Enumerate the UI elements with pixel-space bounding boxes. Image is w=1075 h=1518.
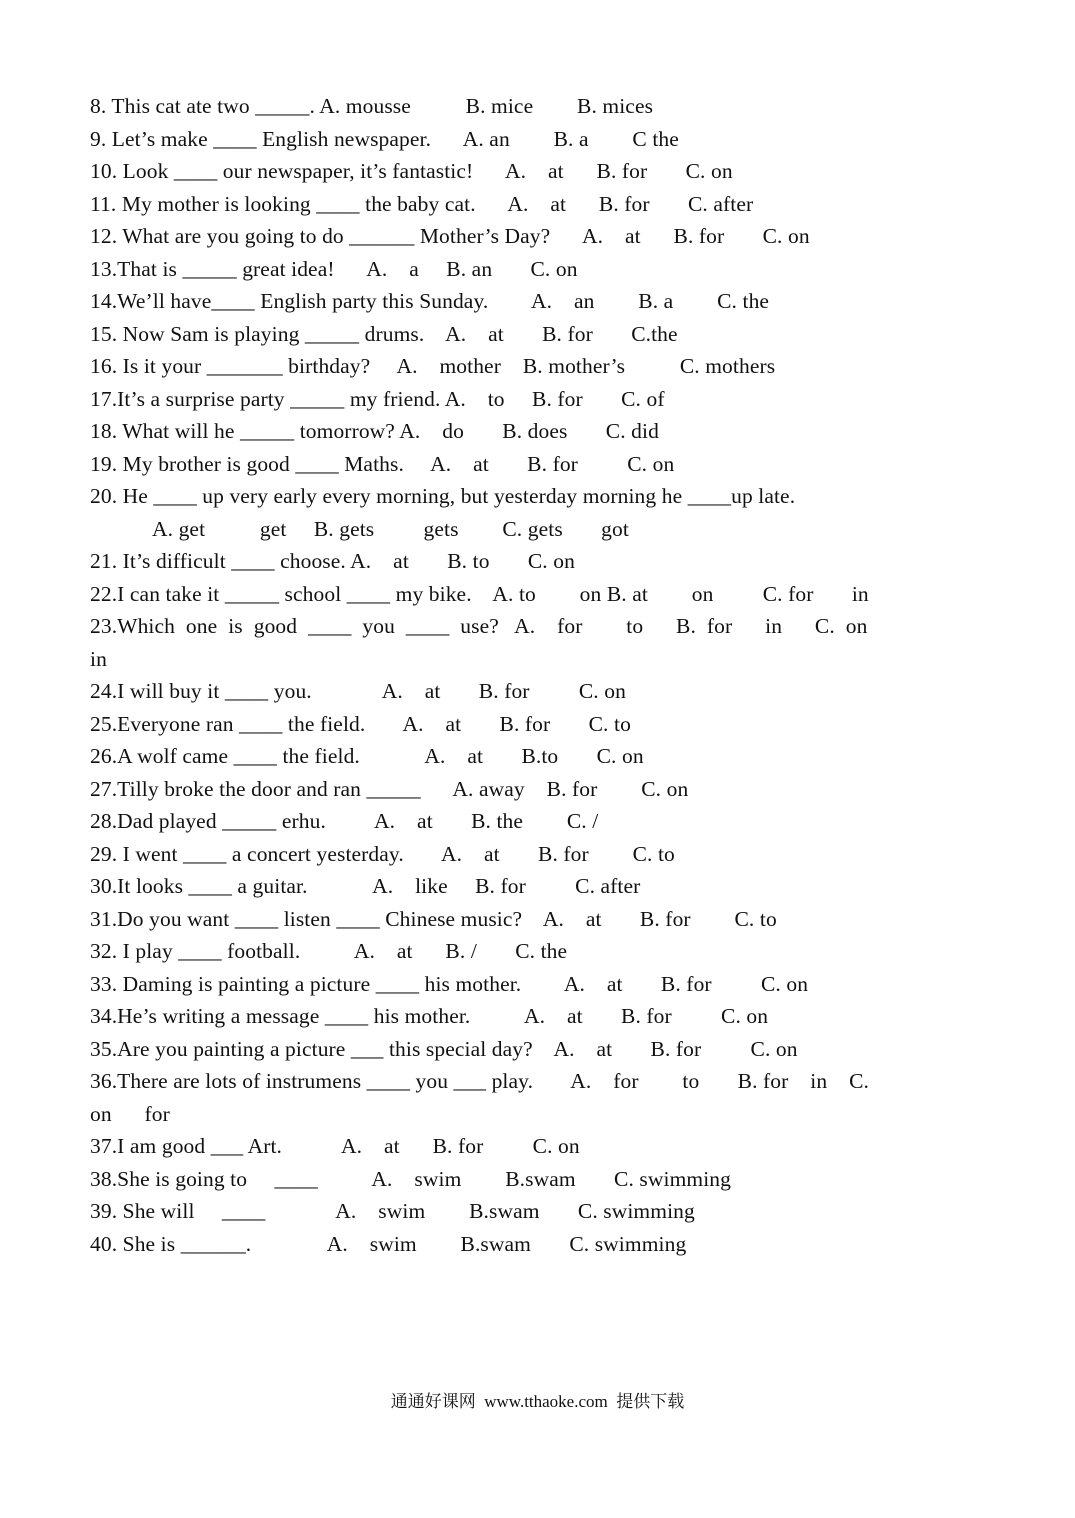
question-line-17: 17.It’s a surprise party _____ my friend. A. to B. for C. of bbox=[90, 386, 665, 411]
question-line-35: 35.Are you painting a picture ___ this special day? A. at B. for C. on bbox=[90, 1036, 798, 1061]
question-line-18: 18. What will he _____ tomorrow? A. do B. does C. did bbox=[90, 419, 659, 443]
question-line-11: 11. My mother is looking ____ the baby cat. A. at B. for C. after bbox=[90, 191, 754, 216]
question-line-19: 19. My brother is good ____ Maths. A. at B. for C. on bbox=[90, 451, 675, 476]
question-line-34: 34.He’s writing a message ____ his mother. A. at B. for C. on bbox=[90, 1004, 769, 1028]
question-line-37: 37.I am good ___ Art. A. at B. for C. on bbox=[90, 1134, 580, 1158]
question-line-13: 13.That is _____ great idea! A. a B. an C. on bbox=[90, 256, 578, 281]
question-line-36-continued: on for bbox=[90, 1101, 170, 1126]
question-line-20-options: A. get get B. gets gets C. gets got bbox=[152, 516, 629, 541]
question-line-8: 8. This cat ate two _____. A. mousse B. mice B. mices bbox=[90, 94, 654, 118]
question-line-22: 22.I can take it _____ school ____ my bike. A. to on B. at on C. for in bbox=[90, 581, 869, 606]
question-line-29: 29. I went ____ a concert yesterday. A. at B. for C. to bbox=[90, 841, 675, 866]
question-line-31: 31.Do you want ____ listen ____ Chinese music? A. at B. for C. to bbox=[90, 906, 777, 931]
question-line-25: 25.Everyone ran ____ the field. A. at B. for C. to bbox=[90, 711, 631, 736]
question-line-33: 33. Daming is painting a picture ____ his mother. A. at B. for C. on bbox=[90, 971, 809, 996]
question-line-28: 28.Dad played _____ erhu. A. at B. the C. / bbox=[90, 809, 599, 833]
question-line-15: 15. Now Sam is playing _____ drums. A. at B. for C.the bbox=[90, 321, 678, 346]
question-line-32: 32. I play ____ football. A. at B. / C. the bbox=[90, 939, 568, 963]
question-line-10: 10. Look ____ our newspaper, it’s fantastic! A. at B. for C. on bbox=[90, 159, 733, 183]
question-list bbox=[90, 90, 990, 1260]
question-line-23: 23.Which one is good ____ you ____ use? A. for to B. for in C. on bbox=[90, 614, 868, 638]
question-line-39: 39. She will ____ A. swim B.swam C. swimming bbox=[90, 1199, 695, 1223]
question-line-24: 24.I will buy it ____ you. A. at B. for C. on bbox=[90, 679, 626, 703]
question-line-12: 12. What are you going to do ______ Mother’s Day? A. at B. for C. on bbox=[90, 224, 810, 248]
question-line-9: 9. Let’s make ____ English newspaper. A. an B. a C the bbox=[90, 126, 679, 151]
question-line-30: 30.It looks ____ a guitar. A. like B. for C. after bbox=[90, 874, 641, 898]
question-line-38: 38.She is going to ____ A. swim B.swam C. swimming bbox=[90, 1166, 731, 1191]
question-line-21: 21. It’s difficult ____ choose. A. at B. to C. on bbox=[90, 549, 575, 573]
question-line-16: 16. Is it your _______ birthday? A. mother B. mother’s C. mothers bbox=[90, 354, 776, 378]
question-line-27: 27.Tilly broke the door and ran _____ A. away B. for C. on bbox=[90, 776, 689, 801]
question-line-14: 14.We’ll have____ English party this Sunday. A. an B. a C. the bbox=[90, 289, 770, 313]
question-line-40: 40. She is ______. A. swim B.swam C. swimming bbox=[90, 1231, 687, 1256]
question-line-26: 26.A wolf came ____ the field. A. at B.to C. on bbox=[90, 744, 644, 768]
page-footer: 通通好课网 www.tthaoke.com 提供下载 bbox=[390, 1392, 685, 1411]
question-line-36: 36.There are lots of instrumens ____ you ___ play. A. for to B. for in C. bbox=[90, 1069, 870, 1093]
question-line-23-continued: in bbox=[90, 646, 107, 671]
question-line-20: 20. He ____ up very early every morning, but yesterday morning he ____up late. bbox=[90, 484, 796, 508]
